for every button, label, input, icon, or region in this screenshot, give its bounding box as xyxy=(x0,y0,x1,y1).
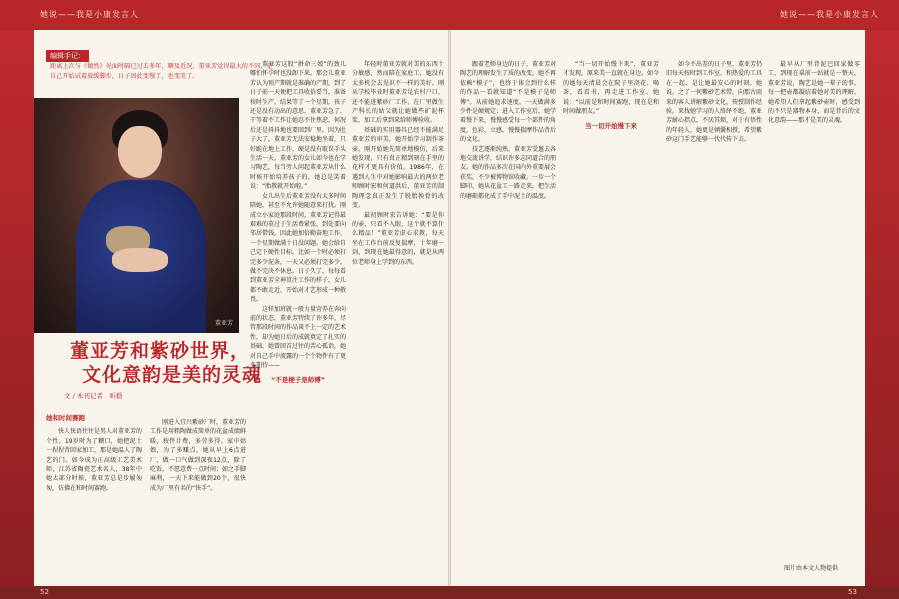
column-4 xyxy=(352,60,444,580)
paragraph: 这样加班就一般力量营养在奔向前的状态，董亚芳特续了许多年，尽管那段时间的作品谈不上一定的艺术性，却为她日后的成就奠定了扎实的基础。她曾回首过往的苦心孤诣，她对自己手中流露的一个个物件有了更多期待—— xyxy=(250,305,346,369)
paragraph: 如今不出差的日子里，董亚芳仍旧每天按时到工作室，和热爱的工具在一起，是让她最安心的时刻。她说，之了一何紫砂艺术带，向那古雨来的客人讲解紫砂文化，传授制作经验。来找她学习的人络绎不绝，董亚芳耐心指点，不厌其烦，对于有悟性的年轻人，她更是倾囊相授，希望紫砂这门手艺能够一代代传下去。 xyxy=(666,61,762,144)
column-7 xyxy=(666,60,762,580)
paragraph: 快人快语往往是男人对董亚芳的个性。19岁时为了糊口，她把泥土一捏捏背回家加工，那是她温人了陶艺的门。如今成为正高级工艺美术师，江苏省陶瓷艺术名人，38年中她太部分时候，董亚芳总是步履匆匆，仿佛在和时间赛跑。 xyxy=(46,428,142,492)
paragraph: 基础的实用器具已经不能满足董亚芳的审美，她开始学习制作茶壶。刚开始她先简单地模仿，后来她发现，只有真正精到刻在手里的花样才更具有价值。1986年，在遇到人生中对她影响最大的两位老师顾时宏和何道洪后，董亚芳的制陶理念真正发生了脱胎换骨的改变。 xyxy=(352,126,444,210)
page-number-right: 53 xyxy=(848,588,857,596)
paragraph: 女儿出生后董亚芳没有太多时间陪她，甚至不允许她随意来打扰。刚成立小家庭那段时间，董亚芳记得最艰难的莫过于生活费紧张，到处要向邻居借钱，因此她加倍勤奋地工作，一个星期做满十日没问题。她会给自己定下硬性目标，比如一个时必须打完多少泥条，一天又必须打完多少，做不完决不休息。日子久了，每每看到董亚芳全神贯注工作的样子，女儿都不敢走近，开始对才艺形成一种敬畏。 xyxy=(250,192,346,304)
column-8 xyxy=(768,60,860,558)
subhead-racing-time: 她和时间赛跑 xyxy=(46,414,85,422)
paragraph: 刚进入宜兴紫砂厂时，董亚芳的工作是用粗陶做成简单的花盆成绩鲜暖，按件计费，多劳多得。家中姑娘，为了多赚点，她从早上6点进厂，做一口气做到深夜12点，除了吃饭，不愿意费一点时间；如之手脚麻利，一天下来能做到20个，很快成为厂里有名的“快手”。 xyxy=(150,419,246,492)
bottom-band xyxy=(0,586,899,599)
column-3 xyxy=(250,60,346,580)
photo-credit: 董亚芳 xyxy=(214,320,233,327)
column-2 xyxy=(150,418,246,580)
portrait-photo xyxy=(34,98,239,333)
right-red-margin xyxy=(865,30,899,586)
page-gutter xyxy=(448,30,451,586)
paragraph: 技艺逐渐纯熟，董亚芳受邀去各地交流讲学，结识许多志同道合的朋友。她的作品多次在国内外重要展会获奖，不少被博物馆收藏。一步一个脚印，她从花盆工一路走来，把生活的磨砺都化成了手中泥土的温度。 xyxy=(460,145,556,200)
article-title-line2: 文化意韵是美的灵魂 xyxy=(82,364,263,386)
article-title-line1: 董亚芳和紫砂世界， xyxy=(70,340,251,362)
photo-figure-face xyxy=(118,126,162,178)
subhead-master: “不是梗子是师傅” xyxy=(270,376,326,385)
column-6 xyxy=(563,60,659,580)
page-number-left: 52 xyxy=(40,588,49,596)
paragraph: 最早从厂里背泥巴回家做零工，到现在桌前一站就是一整天，董亚芳说，陶艺是她一辈子的事。每一把壶都凝结着她对美的理解，她希望人们拿起紫砂壶时，感受到的不只是器物本身，而是背后的文化意韵——那才是美的灵魂。 xyxy=(768,61,860,125)
left-red-margin xyxy=(0,30,34,586)
paragraph: 董亚芳这股“拼命三娘”的劲儿哪怕怀孕时也没卸下来。那会儿董亚芳认为预产期就是准确的产期，到了日子前一天便把工具收拾妥当，准备按时生产。结果等了一个星期，孩子还是没有动出的意思，董亚芳急了，干等着不工作让她忍不住焦虑，何况后还是抖抖地也要回到厂里。因为肚子大了，董亚芳无法安稳地坐着，只好跪在地上工作，硬是没有耽误手头生活一天。董亚芳的女儿如今也在学习陶艺，每当旁人问起董亚芳从什么时候开始培养孩子的，她总是笑着说：“胎教就开始啦。” xyxy=(250,61,346,191)
paragraph: “当一切开始慢下来”，董亚芳才发现，原来美一直就在身边。如今的她每天清晨会在院子里浇花、喝茶，看看书，再走进工作室。她说：“以前是和时间赛跑，现在是和时间做朋友。” xyxy=(563,61,659,116)
column-1 xyxy=(46,408,142,580)
editor-note-tag: 编辑手记： xyxy=(46,50,89,62)
editor-note: 距离上次与《做然》见面时隔已过去多年，聊及近况，董亚芳觉得最大的不同，是自己开始试着放缓脚步，日子因此变慢了，也变美了。 xyxy=(50,63,273,80)
photo-figure-hands xyxy=(112,248,168,272)
running-header-left: 她说——我是小康发言人 xyxy=(40,10,139,19)
paragraph: 年轻时董亚芳就对美的东西十分敏感，然而陪在家庭工，她没有太多机会去见识不一样的美好。刚从学校毕业时董亚芳是农村户口，还不能进紫砂厂工作，在厂里做生产科长的姑父就让她做些矿泥杯浆，加工后拿到来给师傅验收。 xyxy=(352,61,444,125)
article-byline: 文 / 本刊记者 昕勤 xyxy=(64,392,123,400)
running-header-right: 她说——我是小康发言人 xyxy=(780,10,879,19)
paragraph: 最初顾时宏告诉她：“要是你的壶，只看不入眼，这个就不算什么精品！”董亚芳虚心求教，每天坐在工作台前反复揣摩，十年磨一剑，到现在她最得意的，就是从两位老师身上学到的东西。 xyxy=(352,211,444,266)
column-5 xyxy=(460,60,556,580)
subhead-slowing-down: 当一切开始慢下来 xyxy=(585,122,637,131)
paragraph: 跟着老师身边的日子，董亚芳对陶艺的理解发生了质的改变，她不再依赖“模子”，也终于体会到什么样的作品一看就知道“不是模子是师傅”。从前她追求速度，一天做满多少件是硬规定；进入工作室后，她学着慢下来，慢慢感受每一个部件的角度，色彩、立感，慢慢揣摩作品背后的文化。 xyxy=(460,61,556,144)
image-source-note: 图片由本文人物提供 xyxy=(784,565,839,572)
